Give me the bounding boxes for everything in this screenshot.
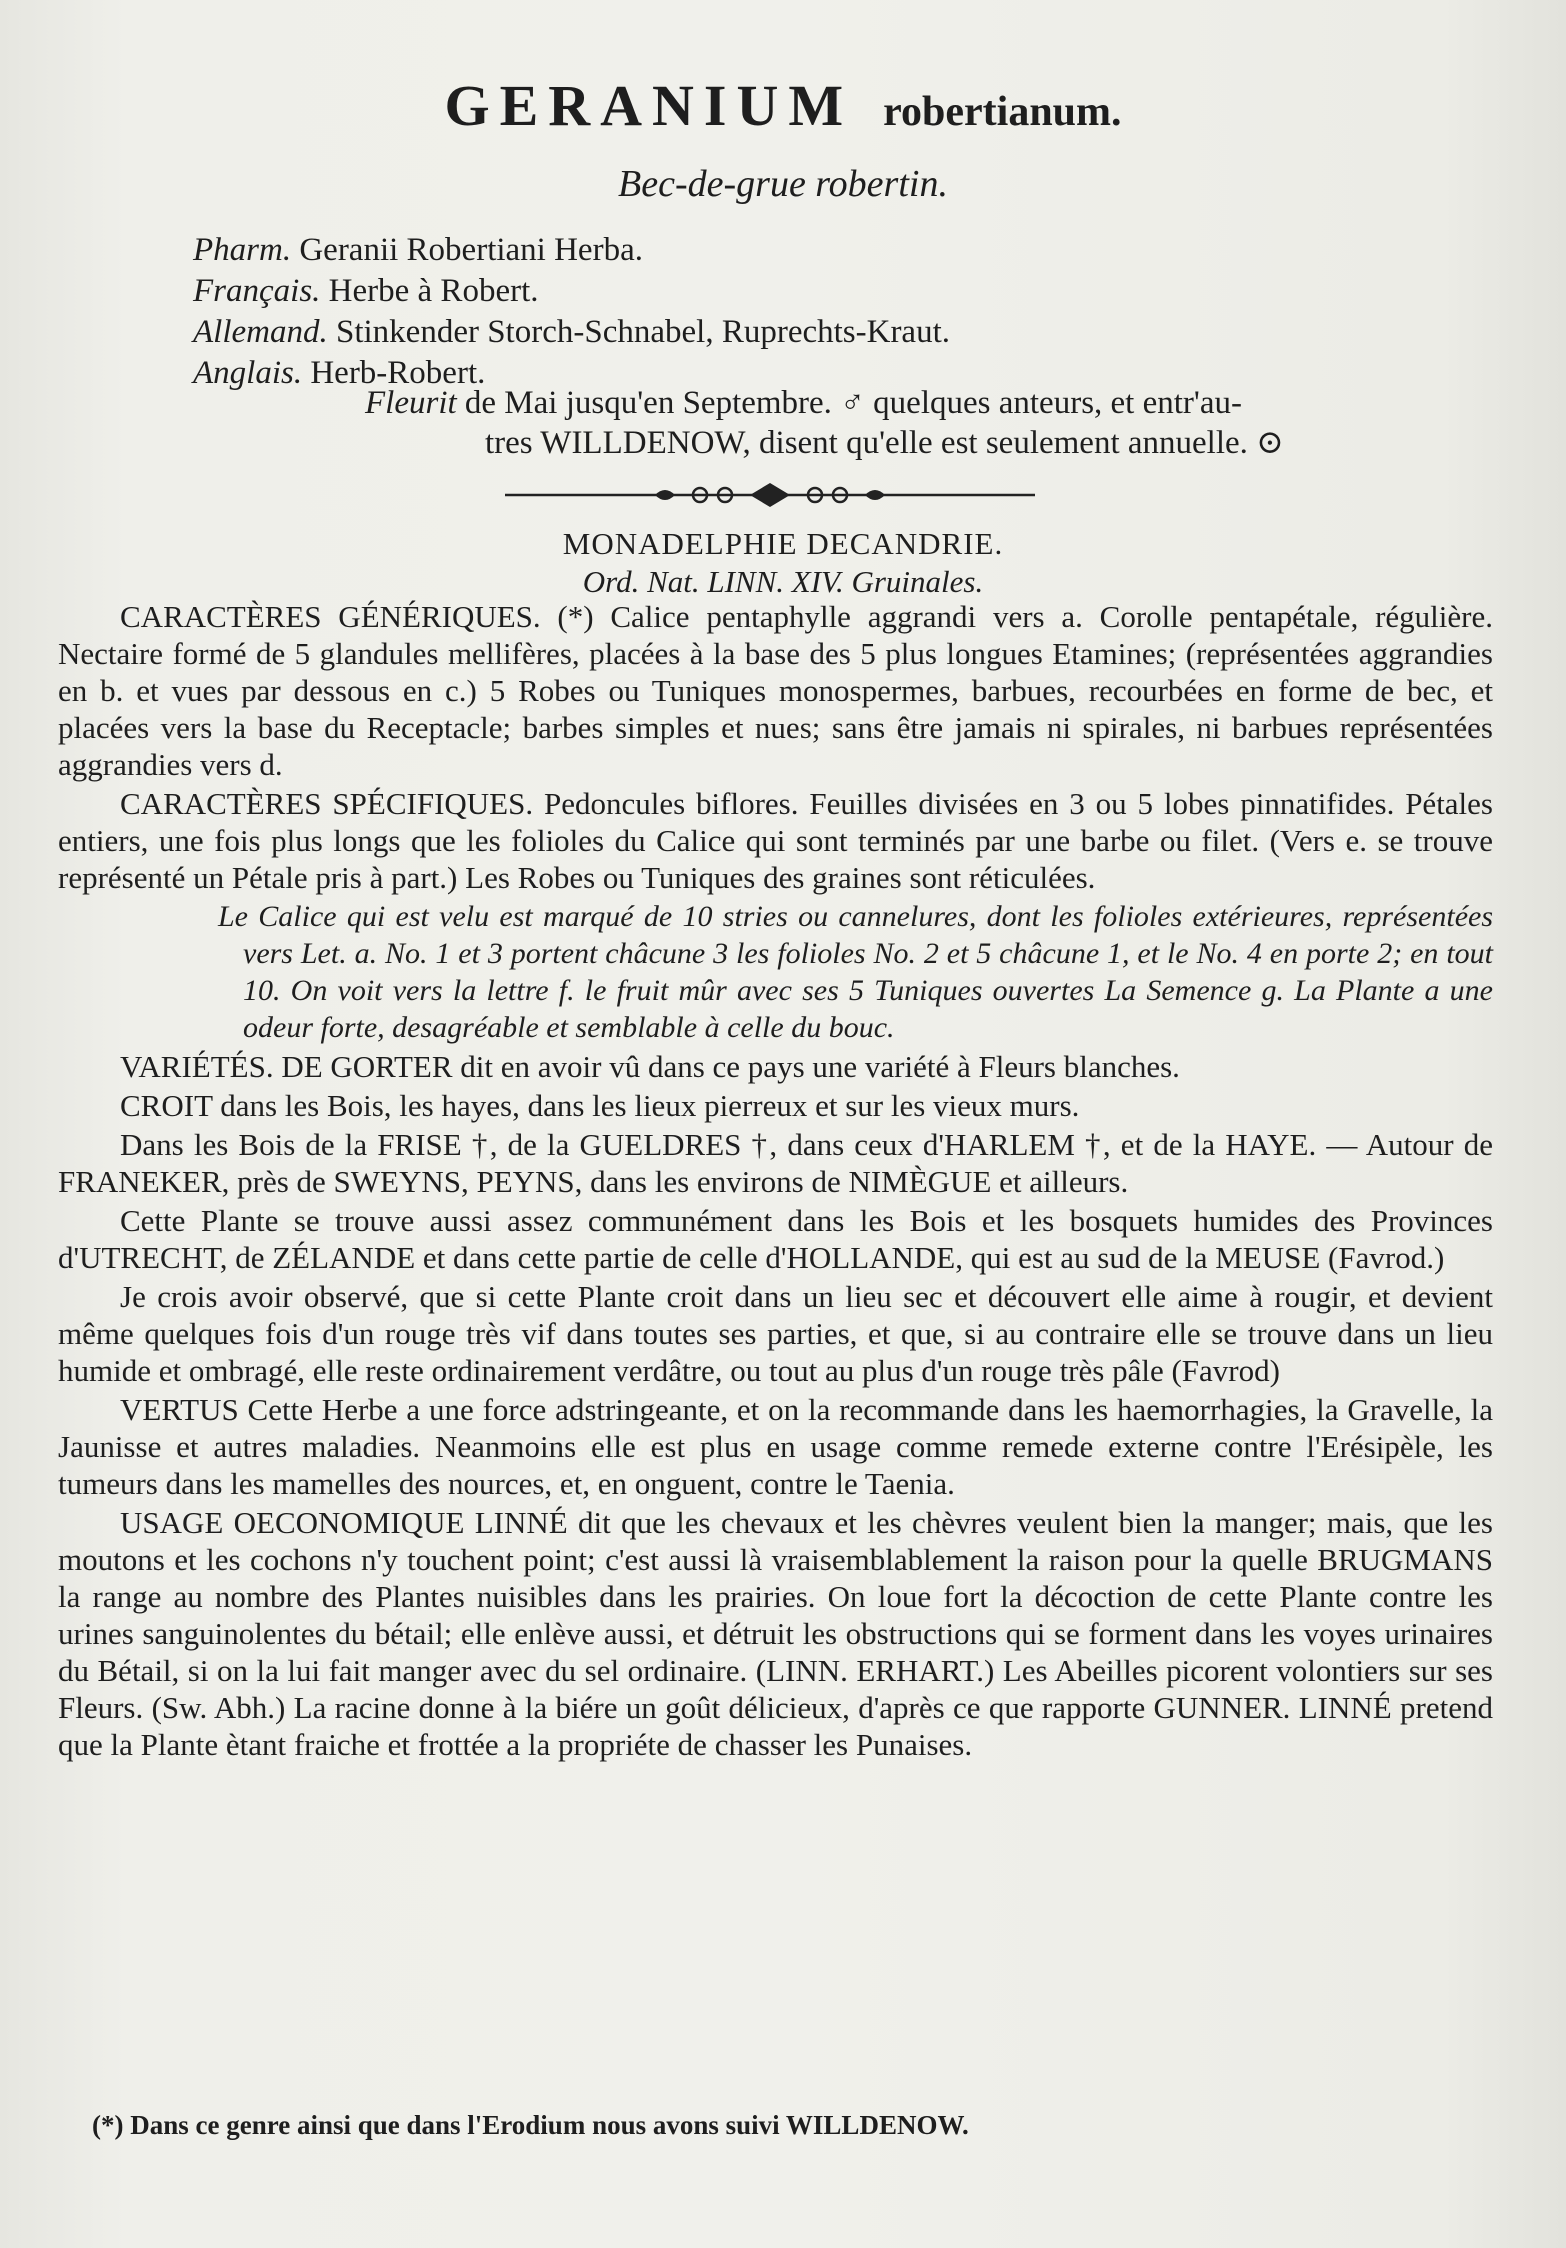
name-line: Français. Herbe à Robert. [193, 273, 539, 309]
vernacular-names [193, 230, 950, 394]
description-body [58, 598, 1493, 1765]
genus-name: GERANIUM [444, 73, 854, 138]
paragraph-economic-use: USAGE OECONOMIQUE LINNÉ dit que les chevaux et les chèvres veulent bien la manger; mais, que les moutons et les cochons n'y touchent point; c'est aussi là vraisemblablement la raison pour la quelle BRUGMANS la range au nombre des Plantes nuisibles dans les prairies. On loue fort la décoction de cette Plante contre les urines sanguinolentes du bétail; elle enlève aussi, et détruit les obstructions qui se forment dans les voyes urinaires du Bétail, si on la lui fait manger avec du sel ordinaire. (LINN. ERHART.) Les Abeilles picorent volontiers sur ses Fleurs. (Sw. Abh.) La racine donne à la biére un goût délicieux, d'après ce que rapporte GUNNER. LINNÉ pretend que la Plante ètant fraiche et frottée a la propriéte de chasser les Punaises. [58, 1505, 1493, 1762]
page-title [0, 72, 1566, 139]
paragraph-provinces: Cette Plante se trouve aussi assez communément dans les Bois et les bosquets humides des Provinces d'UTRECHT, de ZÉLANDE et dans cette partie de celle d'HOLLANDE, qui est au sud de la MEUSE (Favrod.) [58, 1203, 1493, 1275]
paragraph-observation: Je crois avoir observé, que si cette Plante croit dans un lieu sec et découvert elle aime à rougir, et devient même quelques fois d'un rouge très vif dans toutes ses parties, et que, si au contraire elle se trouve dans un lieu humide et ombragé, elle reste ordinairement verdâtre, ou tout au plus d'un rouge très pâle (Favrod) [58, 1279, 1493, 1388]
name-line: Pharm. Geranii Robertiani Herba. [193, 232, 643, 268]
paragraph-habitat: CROIT dans les Bois, les hayes, dans les lieux pierreux et sur les vieux murs. [120, 1088, 1080, 1123]
name-line: Anglais. Herb-Robert. [193, 355, 486, 391]
common-name: Bec-de-grue robertin. [618, 163, 948, 205]
paragraph-specific: CARACTÈRES SPÉCIFIQUES. Pedoncules biflores. Feuilles divisées en 3 ou 5 lobes pinnatifides. Pétales entiers, une fois plus longs que les folioles du Calice qui sont terminés par une barbe ou filet. (Vers e. se trouve représenté un Pétale pris à part.) Les Robes ou Tuniques des graines sont réticulées. [58, 786, 1493, 895]
paragraph-locations: Dans les Bois de la FRISE †, de la GUELDRES †, dans ceux d'HARLEM †, et de la HAYE. — Autour de FRANEKER, près de SWEYNS, PEYNS, dans les environs de NIMÈGUE et ailleurs. [58, 1127, 1493, 1199]
paragraph-virtues: VERTUS Cette Herbe a une force adstringeante, et on la recommande dans les haemorrhagies, la Gravelle, la Jaunisse et autres maladies. Neanmoins elle est plus en usage comme remede externe contre l'Erésipèle, les tumeurs dans les mamelles des nources, et, en onguent, contre le Taenia. [58, 1392, 1493, 1501]
paragraph-generic: CARACTÈRES GÉNÉRIQUES. (*) Calice pentaphylle aggrandi vers a. Corolle pentapétale, régulière. Nectaire formé de 5 glandules mellifères, placées à la base des 5 plus longues Etamines; (représentées aggrandies en b. et vues par dessous en c.) 5 Robes ou Tuniques monospermes, barbues, recourbées en forme de bec, et placées vers la base du Receptacle; barbes simples et nues; sans être jamais ni spirales, ni barbues représentées aggrandies vers d. [58, 599, 1493, 782]
species-name: robertianum. [883, 89, 1122, 135]
paragraph-varieties: VARIÉTÉS. DE GORTER dit en avoir vû dans ce pays une variété à Fleurs blanches. [120, 1049, 1180, 1084]
name-line: Allemand. Stinkender Storch-Schnabel, Ruprechts-Kraut. [193, 314, 950, 350]
flowering-note: Fleurit de Mai jusqu'en Septembre. ♂ quelques anteurs, et entr'au- tres WILLDENOW, disent qu'elle est seulement annuelle. ⊙ [365, 385, 1284, 461]
footnote: (*) Dans ce genre ainsi que dans l'Erodium nous avons suivi WILLDENOW. [92, 2110, 969, 2140]
paragraph-calyx: Le Calice qui est velu est marqué de 10 stries ou cannelures, dont les folioles extérieures, représentées vers Let. a. No. 1 et 3 portent châcune 3 les folioles No. 2 et 5 châcune 1, et le No. 4 en porte 2; en tout 10. On voit vers la lettre f. le fruit mûr avec ses 5 Tuniques ouvertes La Semence g. La Plante a une odeur forte, desagréable et semblable à celle du bouc. [218, 900, 1493, 1044]
classification: MONADELPHIE DECANDRIE. Ord. Nat. LINN. XIV. Gruinales. [562, 526, 1004, 599]
ornament-divider-icon [505, 480, 1035, 510]
